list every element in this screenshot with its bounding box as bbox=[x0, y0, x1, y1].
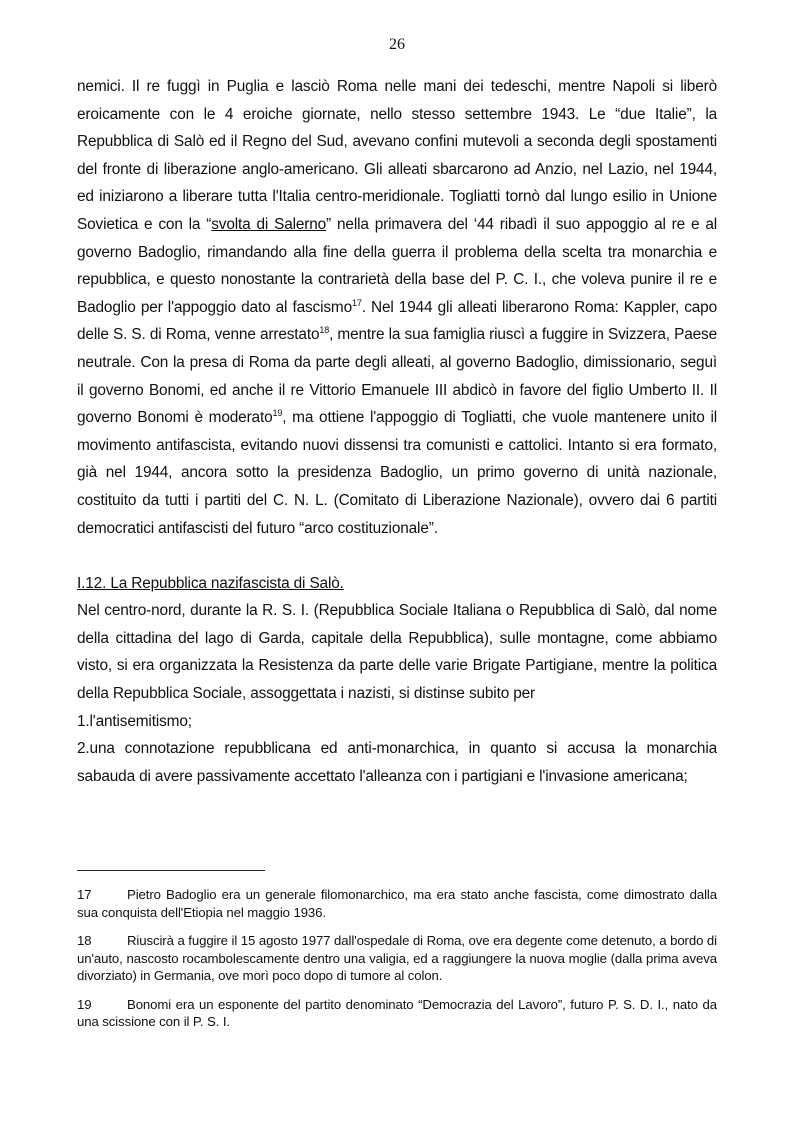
paragraph-text: , ma ottiene l'appoggio di Togliatti, che vuole mantenere unito il movimento antifascista, evitando nuovi dissensi tra comunisti e cattolici. Intanto si era formato, già nel 1944, ancora sotto la presidenza Badoglio, un primo governo di unità nazionale, costituito da tutti i partiti del C. N. L. (Comitato di Liberazione Nazionale), ovvero dai 6 partiti democratici antifascisti del futuro “arco costituzionale”. bbox=[77, 409, 717, 537]
list-item: 1.l'antisemitismo; bbox=[77, 712, 192, 730]
list-item: 2.una connotazione repubblicana ed anti-monarchica, in quanto si accusa la monarchia sabauda di avere passivamente accettato l'alleanza con i partigiani e l'invasione americana; bbox=[77, 740, 717, 785]
footnote-ref-18: 18 bbox=[319, 325, 330, 336]
paragraph: Nel centro-nord, durante la R. S. I. (Repubblica Sociale Italiana o Repubblica di Salò, dal nome della cittadina del lago di Garda, capitale della Repubblica), sulle montagne, come abbiamo visto, si era organizzata la Resistenza da parte delle varie Brigate Partigiane, mentre la politica della Repubblica Sociale, assoggettata i nazisti, si distinse subito per bbox=[77, 602, 717, 703]
footnote-text: Pietro Badoglio era un generale filomonarchico, ma era stato anche fascista, come dimostrato dalla sua conquista dell'Etiopia nel maggio 1936. bbox=[77, 887, 717, 920]
footnote-separator bbox=[77, 870, 265, 871]
body-text bbox=[77, 73, 717, 790]
paragraph-text: . Nel 1944 gli alleati liberarono Roma: Kappler, capo delle S. S. di Roma, venne arrestato bbox=[77, 298, 718, 344]
paragraph bbox=[77, 73, 717, 542]
page-number: 26 bbox=[389, 36, 405, 53]
footnote-ref-17: 17 bbox=[352, 297, 362, 308]
section-heading-text: I.12. La Repubblica nazifascista di Salò. bbox=[77, 574, 344, 592]
footnote bbox=[77, 996, 717, 1031]
section-heading bbox=[77, 570, 717, 598]
footnote-number: 18 bbox=[77, 933, 92, 948]
paragraph-text: nemici. Il re fuggì in Puglia e lasciò Roma nelle mani dei tedeschi, mentre Napoli si liberò eroicamente con le 4 eroiche giornate, nello stesso settembre 1943. Le “due Italie”, la Repubblica di Salò ed il Regno del Sud, avevano confini mutevoli a seconda degli spostamenti del fronte di liberazione anglo-americano. Gli alleati sbarcarono ad Anzio, nel Lazio, nel 1944, ed iniziarono a liberare tutta l'Italia centro-meridionale. Togliatti tornò dal lungo esilio in Unione Sovietica e con la “ bbox=[77, 78, 717, 233]
footnote-text: Bonomi era un esponente del partito denominato “Democrazia del Lavoro”, futuro P. S. D. I., nato da una scissione con il P. S. I. bbox=[77, 996, 717, 1029]
paragraph-text: ” nella primavera del ‘44 ribadì il suo appoggio al re e al governo Badoglio, rimandando alla fine della guerra il problema della scelta tra monarchia e repubblica, e questo nonostante la contrarietà della base del P. C. I., che voleva punire il re e Badoglio per l'appoggio dato al fascismo bbox=[77, 215, 718, 316]
footnote bbox=[77, 886, 717, 921]
footnote bbox=[77, 932, 717, 985]
paragraph-text: , mentre la sua famiglia riuscì a fuggire in Svizzera, Paese neutrale. Con la presa di Roma da parte degli alleati, al governo Badoglio, dimissionario, seguì il governo Bonomi, ed anche il re Vittorio Emanuele III abdicò in favore del figlio Umberto II. Il governo Bonomi è moderato bbox=[77, 326, 717, 427]
footnote-number: 19 bbox=[77, 996, 92, 1012]
footnotes bbox=[77, 886, 717, 1042]
footnote-number: 17 bbox=[77, 887, 92, 902]
paragraph-spacer bbox=[77, 542, 717, 570]
svolta-di-salerno-underlined: svolta di Salerno bbox=[211, 215, 327, 233]
footnote-text: Riuscirà a fuggire il 15 agosto 1977 dall'ospedale di Roma, ove era degente come detenuto, a bordo di un'auto, nascosto rocambolescamente dentro una valigia, ed a raggiungere la nuova moglie (dalla prima aveva divorziato) in Germania, ove morì poco dopo di tumore al colon. bbox=[77, 933, 717, 983]
footnote-ref-19: 19 bbox=[272, 408, 283, 418]
